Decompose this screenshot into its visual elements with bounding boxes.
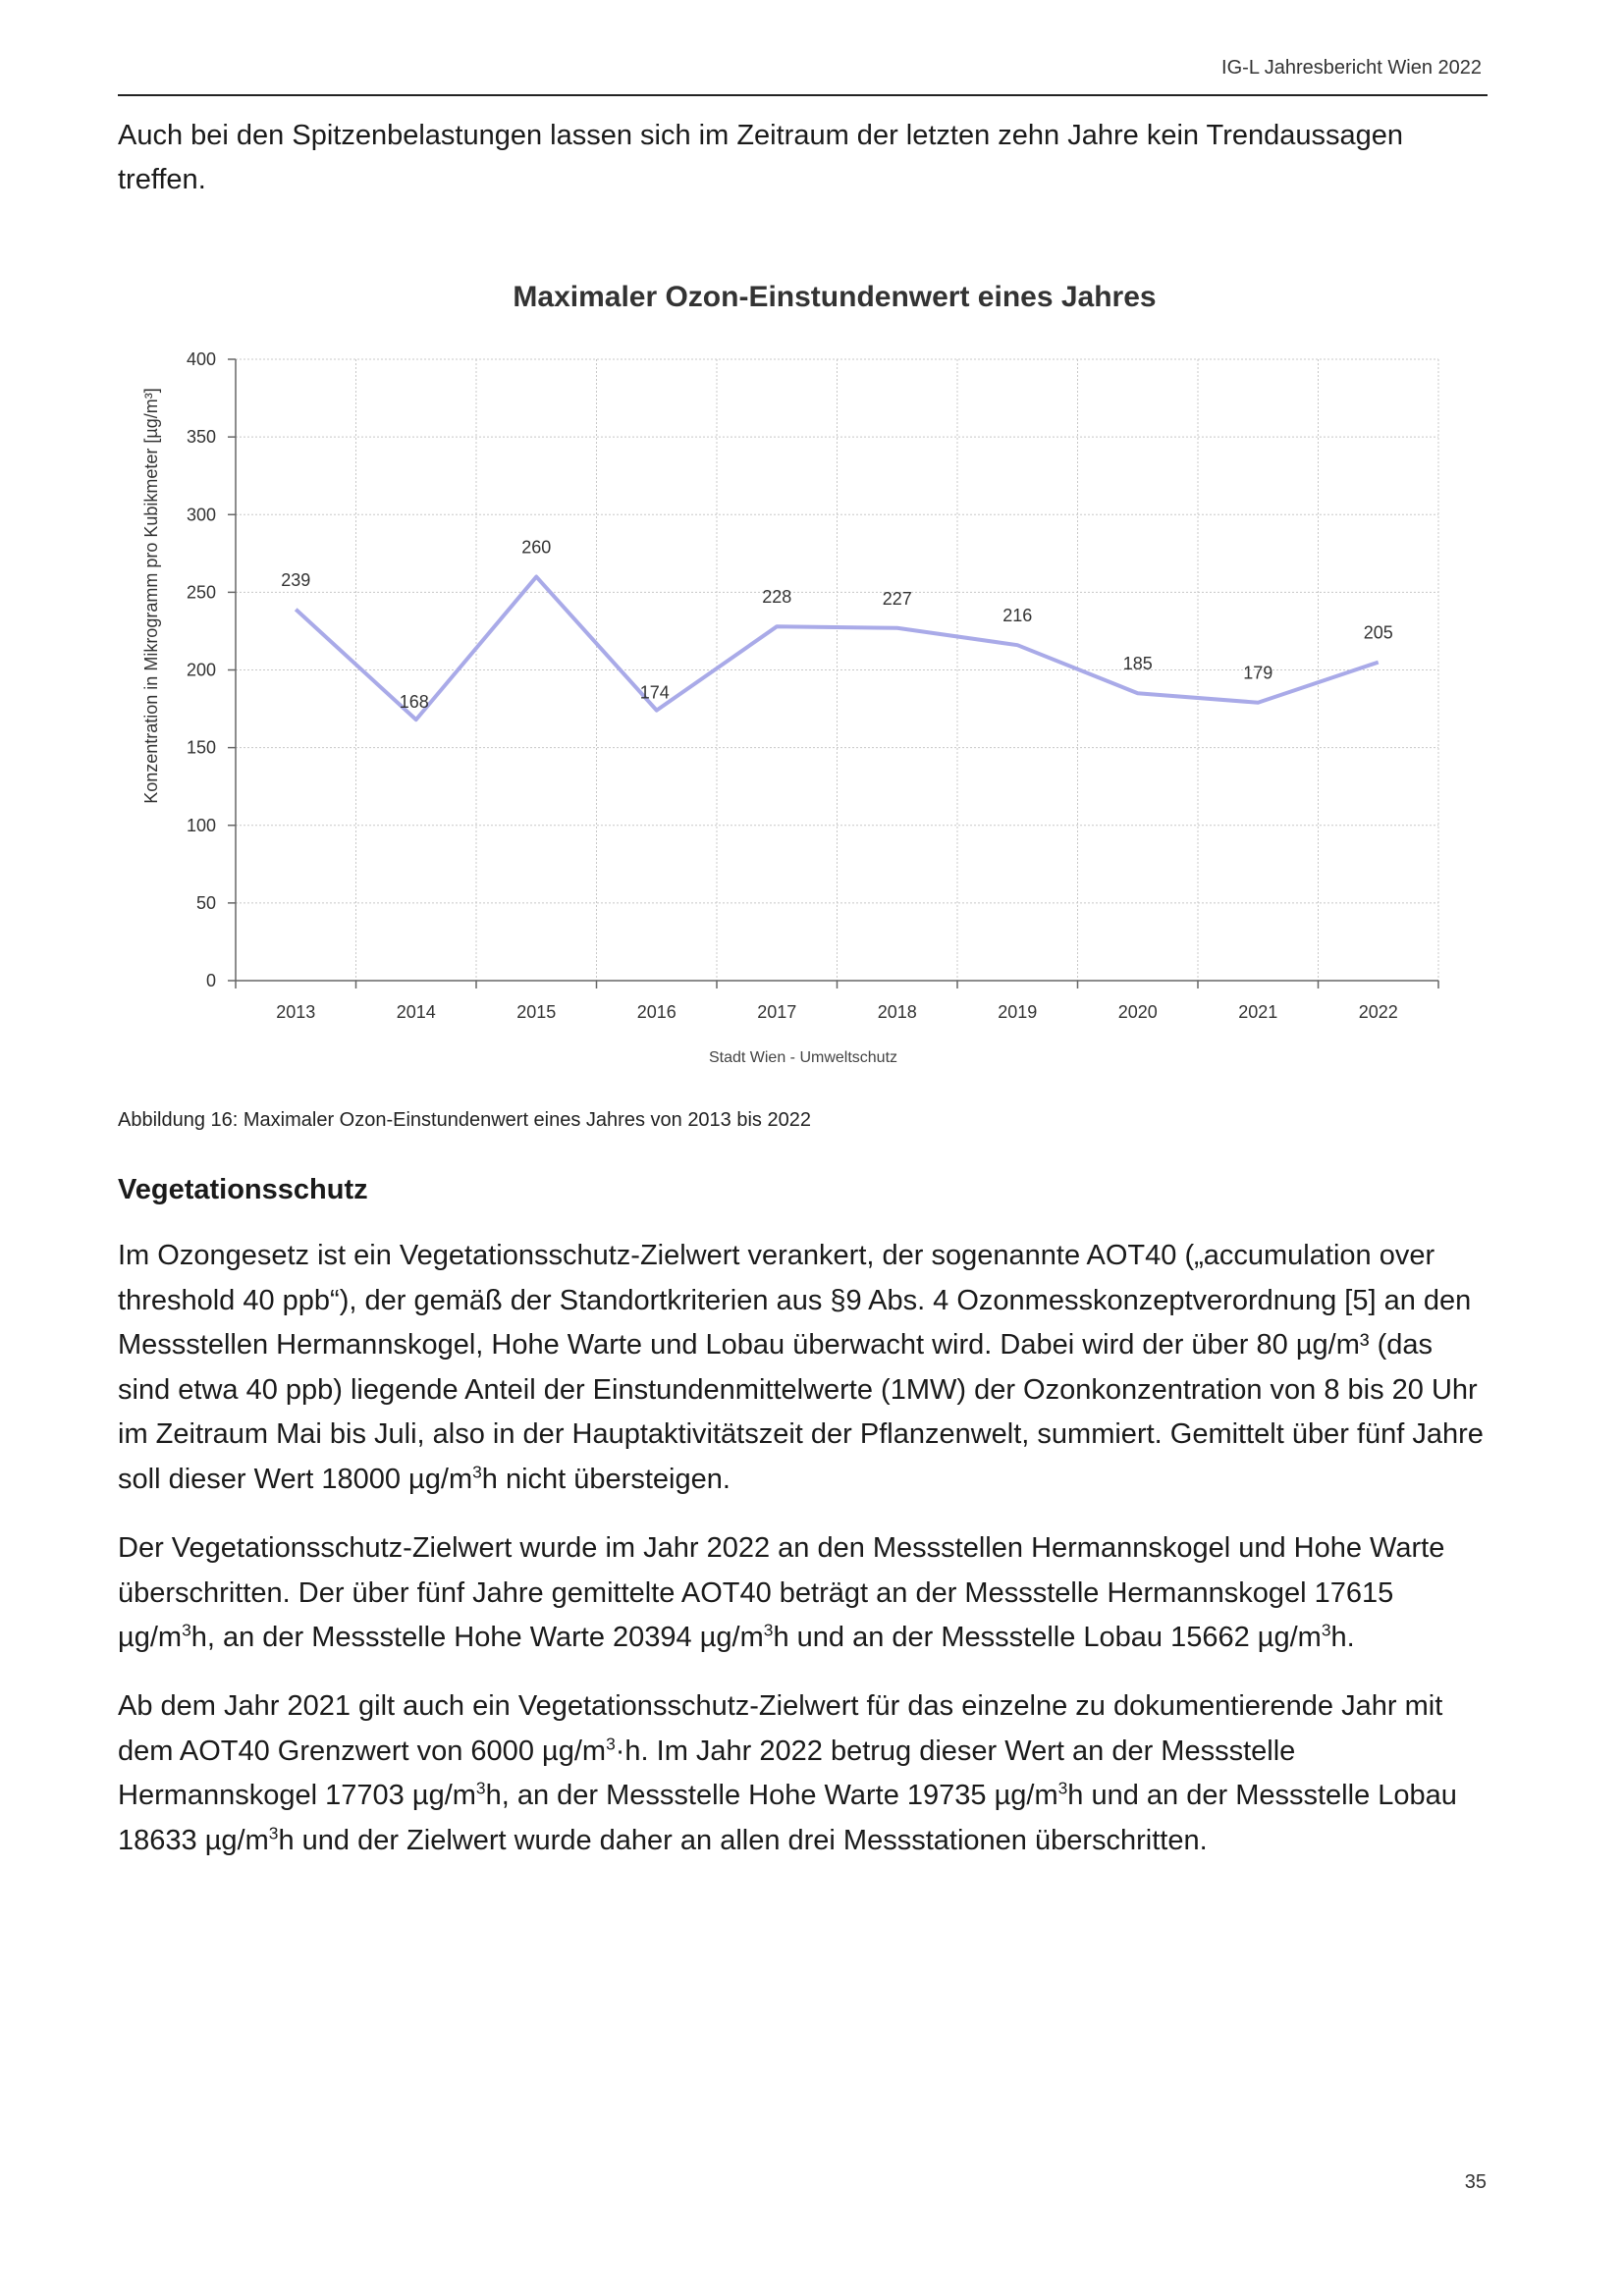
y-axis-label: Konzentration in Mikrogramm pro Kubikmeter [µg/m³] (141, 388, 161, 804)
section-heading: Vegetationsschutz (118, 1174, 368, 1205)
data-label: 227 (882, 588, 912, 609)
page-header (118, 55, 1488, 96)
figure-caption: Abbildung 16: Maximaler Ozon-Einstundenwert eines Jahres von 2013 bis 2022 (118, 1109, 811, 1131)
ozone-chart (118, 257, 1492, 1072)
ozone-chart-svg (118, 257, 1492, 1072)
y-tick-label: 100 (186, 815, 216, 835)
y-tick-label: 400 (186, 349, 216, 369)
data-label: 168 (399, 692, 429, 713)
data-label: 174 (639, 682, 670, 703)
intro-paragraph: Auch bei den Spitzenbelastungen lassen sich im Zeitraum der letzten zehn Jahre kein Trendaussagen treffen. (118, 120, 1404, 195)
x-tick-label: 2017 (757, 1002, 797, 1022)
x-tick-label: 2013 (276, 1002, 316, 1022)
page-number: 35 (1464, 2171, 1487, 2193)
x-tick-label: 2014 (396, 1002, 436, 1022)
x-tick-label: 2016 (636, 1002, 677, 1022)
x-tick-label: 2021 (1238, 1002, 1278, 1022)
y-tick-label: 150 (186, 737, 216, 758)
header-title: IG-L Jahresbericht Wien 2022 (1221, 57, 1482, 79)
chart-title: Maximaler Ozon-Einstundenwert eines Jahres (513, 281, 1157, 313)
x-tick-label: 2018 (877, 1002, 917, 1022)
x-tick-label: 2020 (1117, 1002, 1158, 1022)
paragraph-1: Im Ozongesetz ist ein Vegetationsschutz-Zielwert verankert, der sogenannte AOT40 („accumulation over threshold 40 ppb“), der gemäß der Standortkriterien aus §9 Abs. 4 Ozonmesskonzeptverordnung [5] an den Messstellen Hermannskogel, Hohe Warte und Lobau überwacht wird. Dabei wird der über 80 µg/m³ (das sind etwa 40 ppb) liegende Anteil der Einstundenmittelwerte (1MW) der Ozonkonzentration von 8 bis 20 Uhr im Zeitraum Mai bis Juli, also in der Hauptaktivitätszeit der Pflanzenwelt, summiert. Gemittelt über fünf Jahre soll dieser Wert 18000 $\mu g/m^3h$ nicht übersteigen. (118, 1240, 1484, 1495)
data-label: 228 (762, 587, 792, 608)
data-label: 216 (1002, 606, 1033, 626)
data-label: 185 (1122, 654, 1153, 674)
chart-source: Stadt Wien - Umweltschutz (708, 1049, 898, 1066)
y-tick-label: 200 (186, 660, 216, 680)
y-tick-label: 350 (186, 427, 216, 448)
y-tick-label: 250 (186, 582, 216, 603)
paragraph-3: Ab dem Jahr 2021 gilt auch ein Vegetationsschutz-Zielwert für das einzelne zu dokumentierende Jahr mit dem AOT40 Grenzwert von 6000 $\mu g/m^3\cdot h$. Im Jahr 2022 betrug dieser Wert an der Messstelle Hermannskogel 17703 $\mu g/m^3h$, an der Messstelle Hohe Warte 19735 $\mu g/m^3h$ und an der Messstelle Lobau 18633 $\mu g/m^3h$ und der Zielwert wurde daher an allen drei Messstationen überschritten. (118, 1690, 1457, 1856)
y-tick-label: 50 (195, 892, 216, 913)
y-tick-label: 0 (205, 971, 216, 990)
data-label: 205 (1363, 622, 1393, 643)
x-tick-label: 2019 (998, 1002, 1038, 1022)
data-label: 179 (1243, 663, 1273, 683)
data-label: 260 (521, 537, 552, 558)
x-tick-label: 2015 (516, 1002, 557, 1022)
x-tick-label: 2022 (1358, 1002, 1398, 1022)
data-label: 239 (281, 569, 311, 590)
paragraph-2: Der Vegetationsschutz-Zielwert wurde im Jahr 2022 an den Messstellen Hermannskogel und Hohe Warte überschritten. Der über fünf Jahre gemittelte AOT40 beträgt an der Messstelle Hermannskogel 17615 $\mu g/m^3h$, an der Messstelle Hohe Warte 20394 $\mu g/m^3h$ und an der Messstelle Lobau 15662 $\mu g/m^3h$. (118, 1532, 1445, 1653)
y-tick-label: 300 (186, 505, 216, 525)
